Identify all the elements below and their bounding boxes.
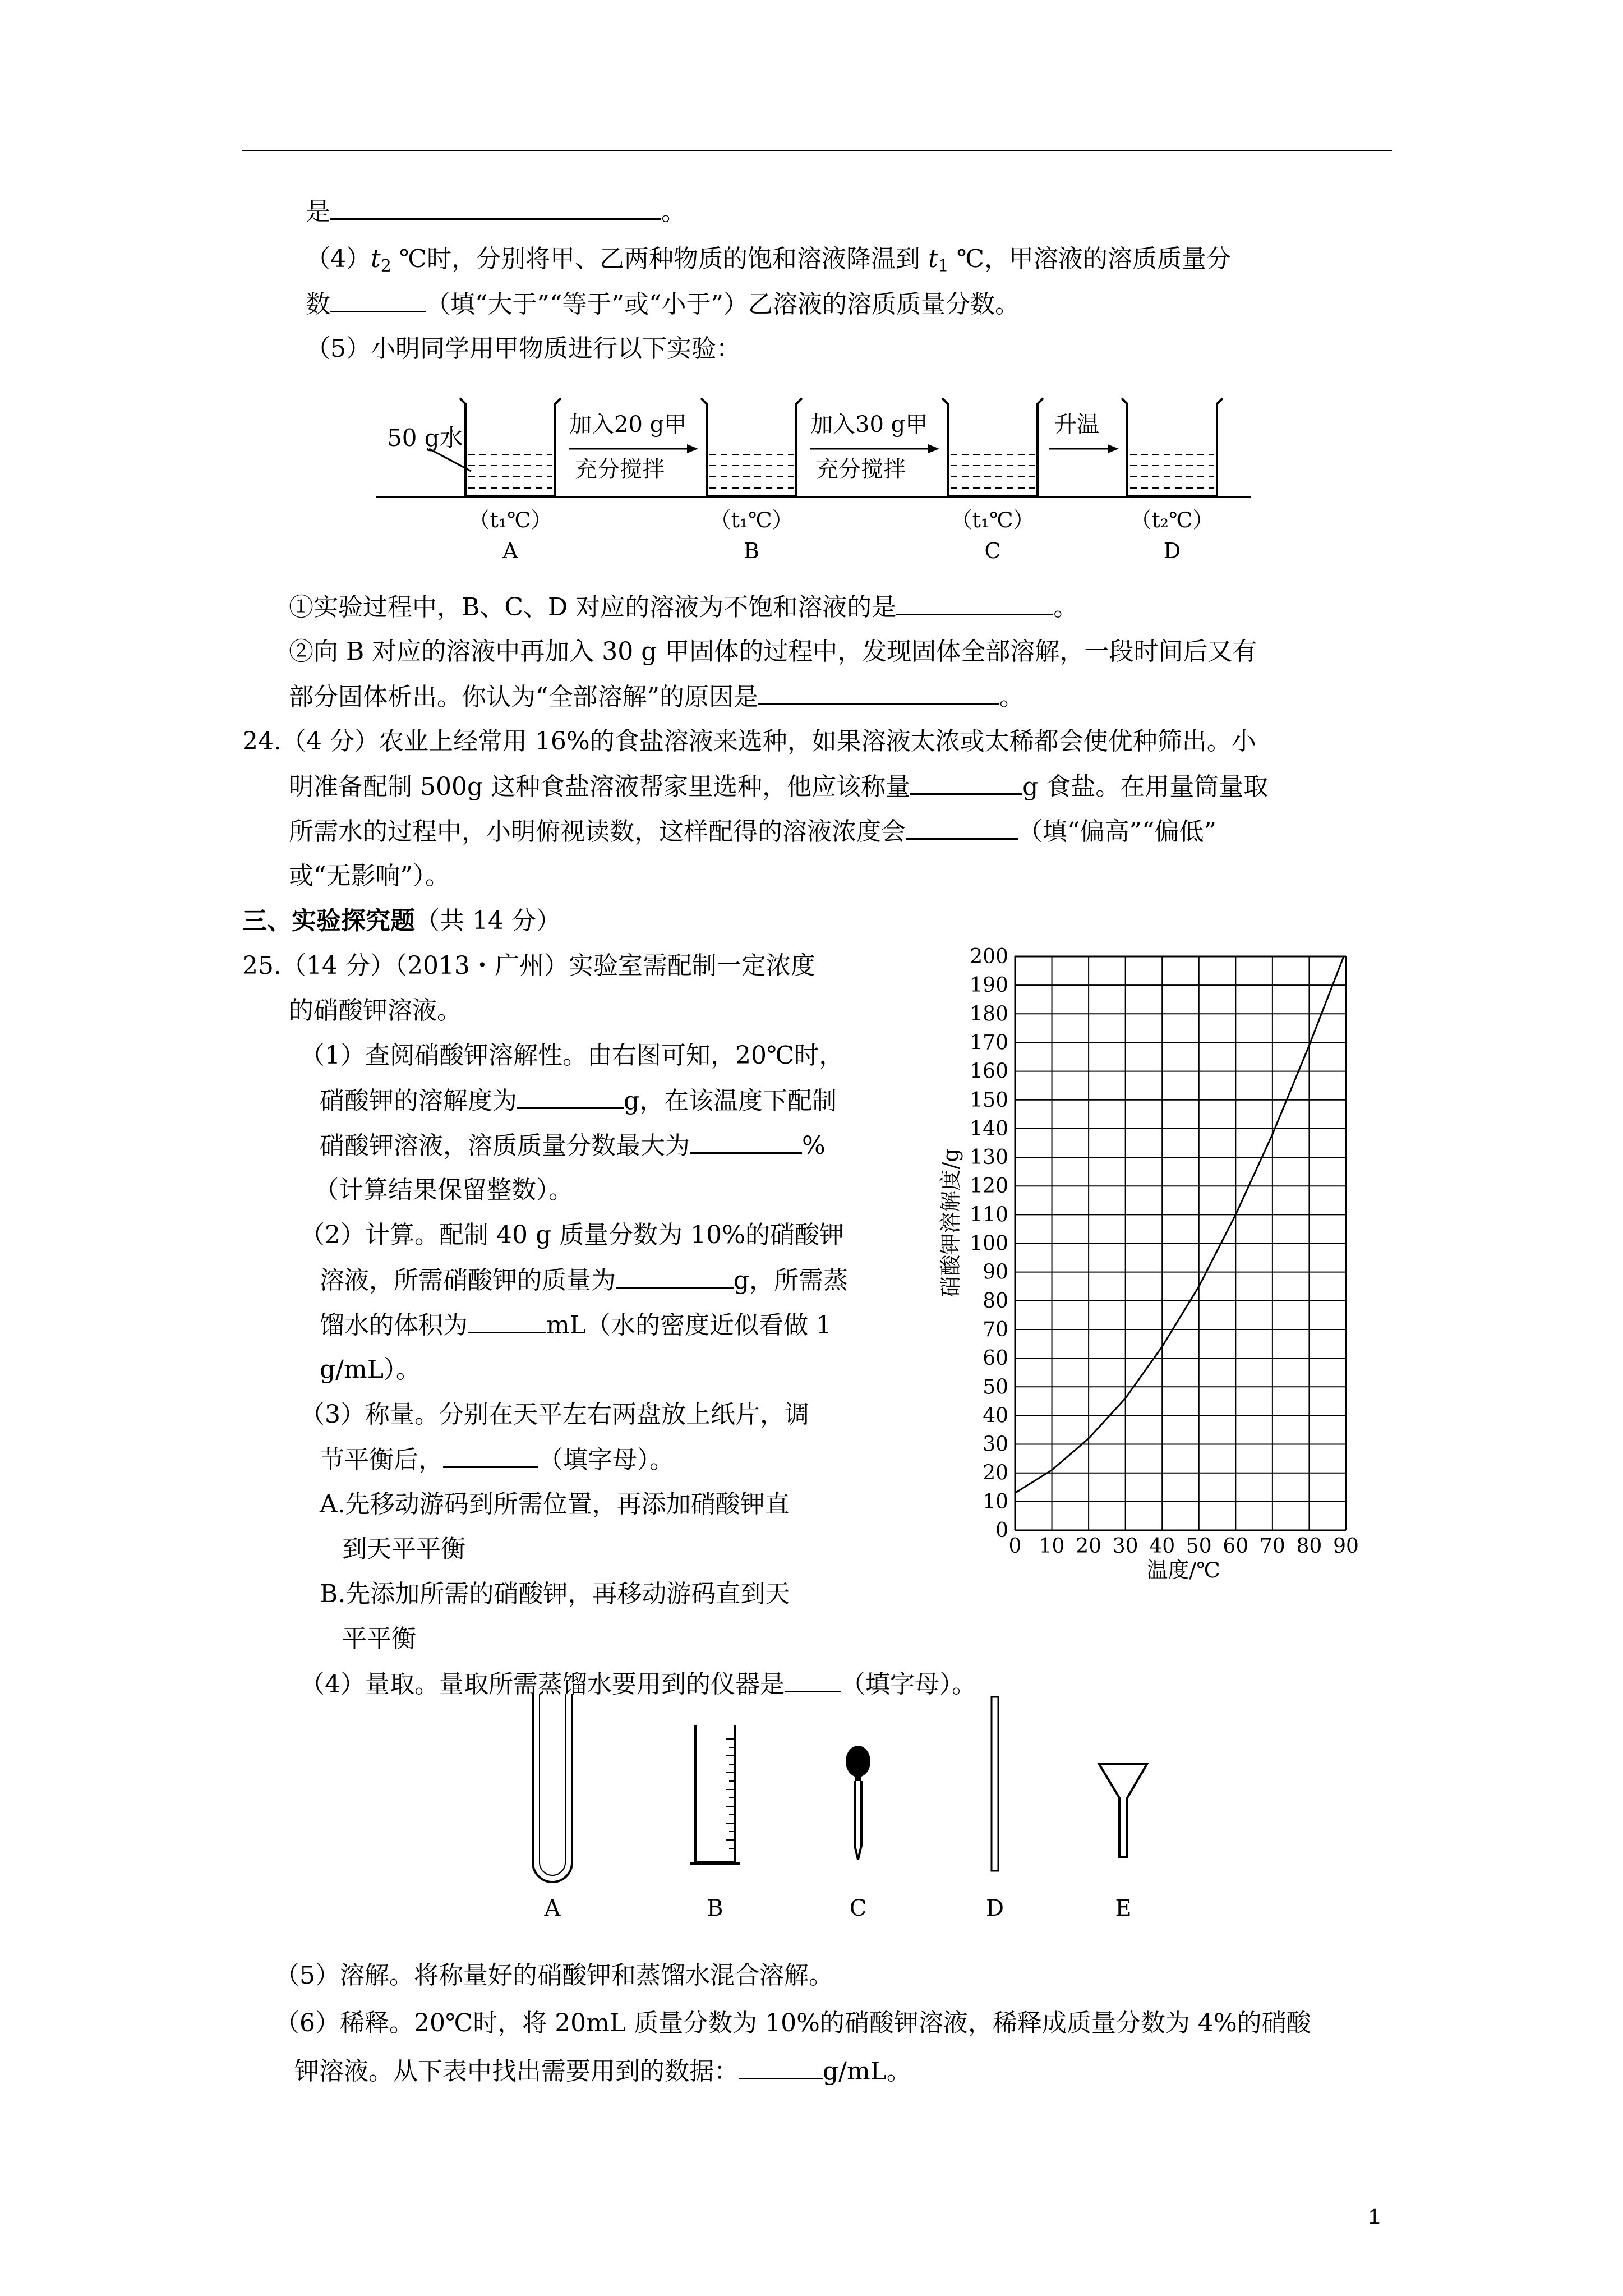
answer-blank[interactable] [758, 679, 999, 705]
y-tick-label: 40 [983, 1404, 1008, 1428]
y-tick-label: 170 [970, 1031, 1008, 1055]
q25-option-b-line1: B.先添加所需的硝酸钾，再移动游码直到天 [320, 1580, 790, 1608]
y-tick-label: 140 [970, 1117, 1008, 1140]
y-tick-label: 150 [970, 1088, 1008, 1112]
solubility-chart [920, 942, 1385, 1593]
x-tick-label: 70 [1259, 1535, 1285, 1558]
q24-line1: 24.（4 分）农业上经常用 16%的食盐溶液来选种，如果溶液太浓或太稀都会使优种筛出。小 [242, 727, 1256, 756]
x-tick-label: 30 [1112, 1535, 1138, 1558]
q23-line0: 是 。 [306, 194, 686, 230]
x-axis-label: 温度/℃ [1146, 1558, 1220, 1582]
letter-d: D [1163, 539, 1181, 563]
answer-blank[interactable] [468, 1307, 546, 1333]
answer-blank[interactable] [910, 769, 1022, 795]
q25-part3-line2: 节平衡后， （填字母）。 [320, 1442, 674, 1478]
beaker-b [701, 398, 802, 496]
x-tick-label: 10 [1039, 1535, 1065, 1558]
q23-sub2-line1: ②向 B 对应的溶液中再加入 30 g 甲固体的过程中，发现固体全部溶解，一段时间后又有 [289, 637, 1257, 666]
arrow-step1 [569, 444, 698, 453]
x-tick-label: 50 [1186, 1535, 1212, 1558]
x-tick-label: 20 [1076, 1535, 1102, 1558]
q25-part6-line1: （6）稀释。20℃时，将 20mL 质量分数为 10%的硝酸钾溶液，稀释成质量分数为 4%的硝酸 [275, 2009, 1311, 2037]
arrow-step2 [810, 444, 939, 453]
q25-part2-line4: g/mL）。 [320, 1355, 421, 1384]
cond-d: （t₂℃） [1130, 508, 1214, 532]
instrument-diagram [505, 1688, 1206, 1930]
letter-b: B [744, 539, 759, 563]
y-tick-label: 80 [983, 1289, 1008, 1313]
section3-heading: 三、实验探究题（共 14 分） [242, 907, 561, 935]
answer-blank[interactable] [443, 1442, 538, 1468]
page-number: 1 [1368, 2205, 1381, 2229]
q25-line2: 的硝酸钾溶液。 [289, 996, 462, 1025]
x-tick-label: 60 [1223, 1535, 1249, 1558]
answer-blank[interactable] [690, 1128, 802, 1154]
y-tick-label: 50 [983, 1375, 1008, 1399]
dropper-icon [846, 1746, 870, 1860]
y-tick-label: 20 [983, 1461, 1008, 1485]
q24-line3: 所需水的过程中，小明俯视读数，这样配得的溶液浓度会 （填“偏高”“偏低” [289, 813, 1216, 850]
answer-blank[interactable] [517, 1083, 624, 1109]
y-tick-label: 70 [983, 1318, 1008, 1341]
q23-part5: （5）小明同学用甲物质进行以下实验： [306, 334, 741, 363]
instrument-label-e: E [1115, 1895, 1132, 1921]
q24-line2: 明准备配制 500g 这种食盐溶液帮家里选种，他应该称量 g 食盐。在用量筒量取 [289, 769, 1268, 805]
instrument-label-d: D [985, 1895, 1004, 1921]
x-tick-label: 90 [1333, 1535, 1359, 1558]
q25-part2-line3: 馏水的体积为 mL（水的密度近似看做 1 [320, 1307, 832, 1343]
y-tick-label: 180 [970, 1002, 1008, 1026]
x-tick-labels [1009, 1535, 1359, 1558]
q23-part4-line2: 数 （填“大于”“等于”或“小于”）乙溶液的溶质质量分数。 [306, 286, 1020, 323]
q25-part3-line1: （3）称量。分别在天平左右两盘放上纸片，调 [300, 1400, 809, 1429]
answer-blank[interactable] [739, 2053, 823, 2079]
instrument-label-b: B [707, 1895, 723, 1921]
cond-a: （t₁℃） [468, 508, 552, 532]
q25-part6-line2: 钾溶液。从下表中找出需要用到的数据： g/mL。 [294, 2053, 911, 2090]
y-tick-label: 130 [970, 1146, 1008, 1170]
q25-line1: 25.（14 分）（2013・广州）实验室需配制一定浓度 [242, 951, 815, 980]
solubility-curve [1015, 956, 1344, 1493]
q23-part4-line1: $(4)t_2$ ℃时，分别将甲、乙两种物质的饱和溶液降温到 $t_1$ ℃，甲溶液的溶质质量分 [306, 245, 1231, 276]
q25-part1-line2: 硝酸钾的溶解度为 g，在该温度下配制 [320, 1083, 837, 1119]
answer-blank[interactable] [330, 194, 661, 220]
step2-top-label: 加入30 g甲 [810, 412, 928, 438]
q23-sub1: ①实验过程中，B、C、D 对应的溶液为不饱和溶液的是 。 [289, 589, 1078, 625]
x-tick-label: 0 [1008, 1535, 1022, 1558]
water-label: 50 g水 [387, 424, 463, 452]
y-tick-label: 60 [983, 1347, 1008, 1370]
step2-bottom-label: 充分搅拌 [816, 457, 906, 482]
y-tick-label: 190 [970, 974, 1008, 997]
answer-blank[interactable] [906, 813, 1018, 840]
y-tick-label: 160 [970, 1060, 1008, 1083]
y-tick-label: 90 [983, 1260, 1008, 1284]
y-tick-label: 110 [970, 1203, 1008, 1227]
q25-part2-line2: 溶液，所需硝酸钾的质量为 g，所需蒸 [320, 1262, 848, 1299]
y-tick-label: 100 [970, 1232, 1008, 1255]
test-tube-icon [533, 1694, 572, 1882]
beaker-a [460, 398, 561, 496]
step1-top-label: 加入20 g甲 [569, 412, 687, 438]
q24-line4: 或“无影响”）。 [289, 862, 450, 890]
answer-blank[interactable] [330, 286, 426, 312]
x-tick-label: 40 [1149, 1535, 1175, 1558]
instrument-label-a: A [544, 1895, 561, 1921]
letter-a: A [502, 539, 518, 563]
beaker-d [1122, 398, 1223, 496]
chart-grid [1015, 956, 1346, 1530]
y-tick-label: 0 [995, 1519, 1008, 1542]
answer-blank[interactable] [616, 1262, 734, 1289]
funnel-icon [1099, 1764, 1147, 1857]
graduated-cylinder-icon [690, 1725, 740, 1864]
header-rule [242, 150, 1392, 151]
y-tick-label: 10 [983, 1490, 1008, 1513]
step3-top-label: 升温 [1054, 412, 1099, 438]
q25-part4: （4）量取。量取所需蒸馏水要用到的仪器是 （填字母）。 [300, 1666, 976, 1703]
q25-option-a-line2: 到天平平衡 [342, 1535, 465, 1563]
step1-bottom-label: 充分搅拌 [575, 457, 665, 482]
answer-blank[interactable] [896, 589, 1053, 615]
y-tick-label: 200 [970, 945, 1008, 968]
cond-c: （t₁℃） [951, 508, 1035, 532]
letter-c: C [984, 539, 1001, 563]
beaker-experiment-diagram [376, 387, 1256, 572]
instrument-label-c: C [849, 1895, 867, 1921]
x-tick-label: 80 [1296, 1535, 1322, 1558]
y-axis-label: 硝酸钾溶解度/g [938, 1148, 963, 1297]
y-tick-label: 120 [970, 1175, 1008, 1198]
q25-part1-line4: （计算结果保留整数）。 [314, 1176, 573, 1204]
q25-part1-line3: 硝酸钾溶液，溶质质量分数最大为 % [320, 1128, 826, 1164]
cond-b: （t₁℃） [709, 508, 794, 532]
q23-sub2-line2: 部分固体析出。你认为“全部溶解”的原因是 。 [289, 679, 1024, 715]
q25-option-a-line1: A.先移动游码到所需位置，再添加硝酸钾直 [320, 1490, 790, 1519]
arrow-step3 [1049, 444, 1119, 453]
q25-option-b-line2: 平平衡 [342, 1625, 416, 1653]
q25-part5: （5）溶解。将称量好的硝酸钾和蒸馏水混合溶解。 [275, 1961, 833, 1990]
beaker-c [942, 398, 1043, 496]
y-tick-labels [970, 945, 1008, 1542]
glass-rod-icon [992, 1697, 998, 1871]
q25-part1-line1: （1）查阅硝酸钾溶解性。由右图可知，20℃时， [300, 1041, 844, 1070]
y-tick-label: 30 [983, 1433, 1008, 1456]
q25-part2-line1: （2）计算。配制 40 g 质量分数为 10%的硝酸钾 [300, 1221, 844, 1249]
